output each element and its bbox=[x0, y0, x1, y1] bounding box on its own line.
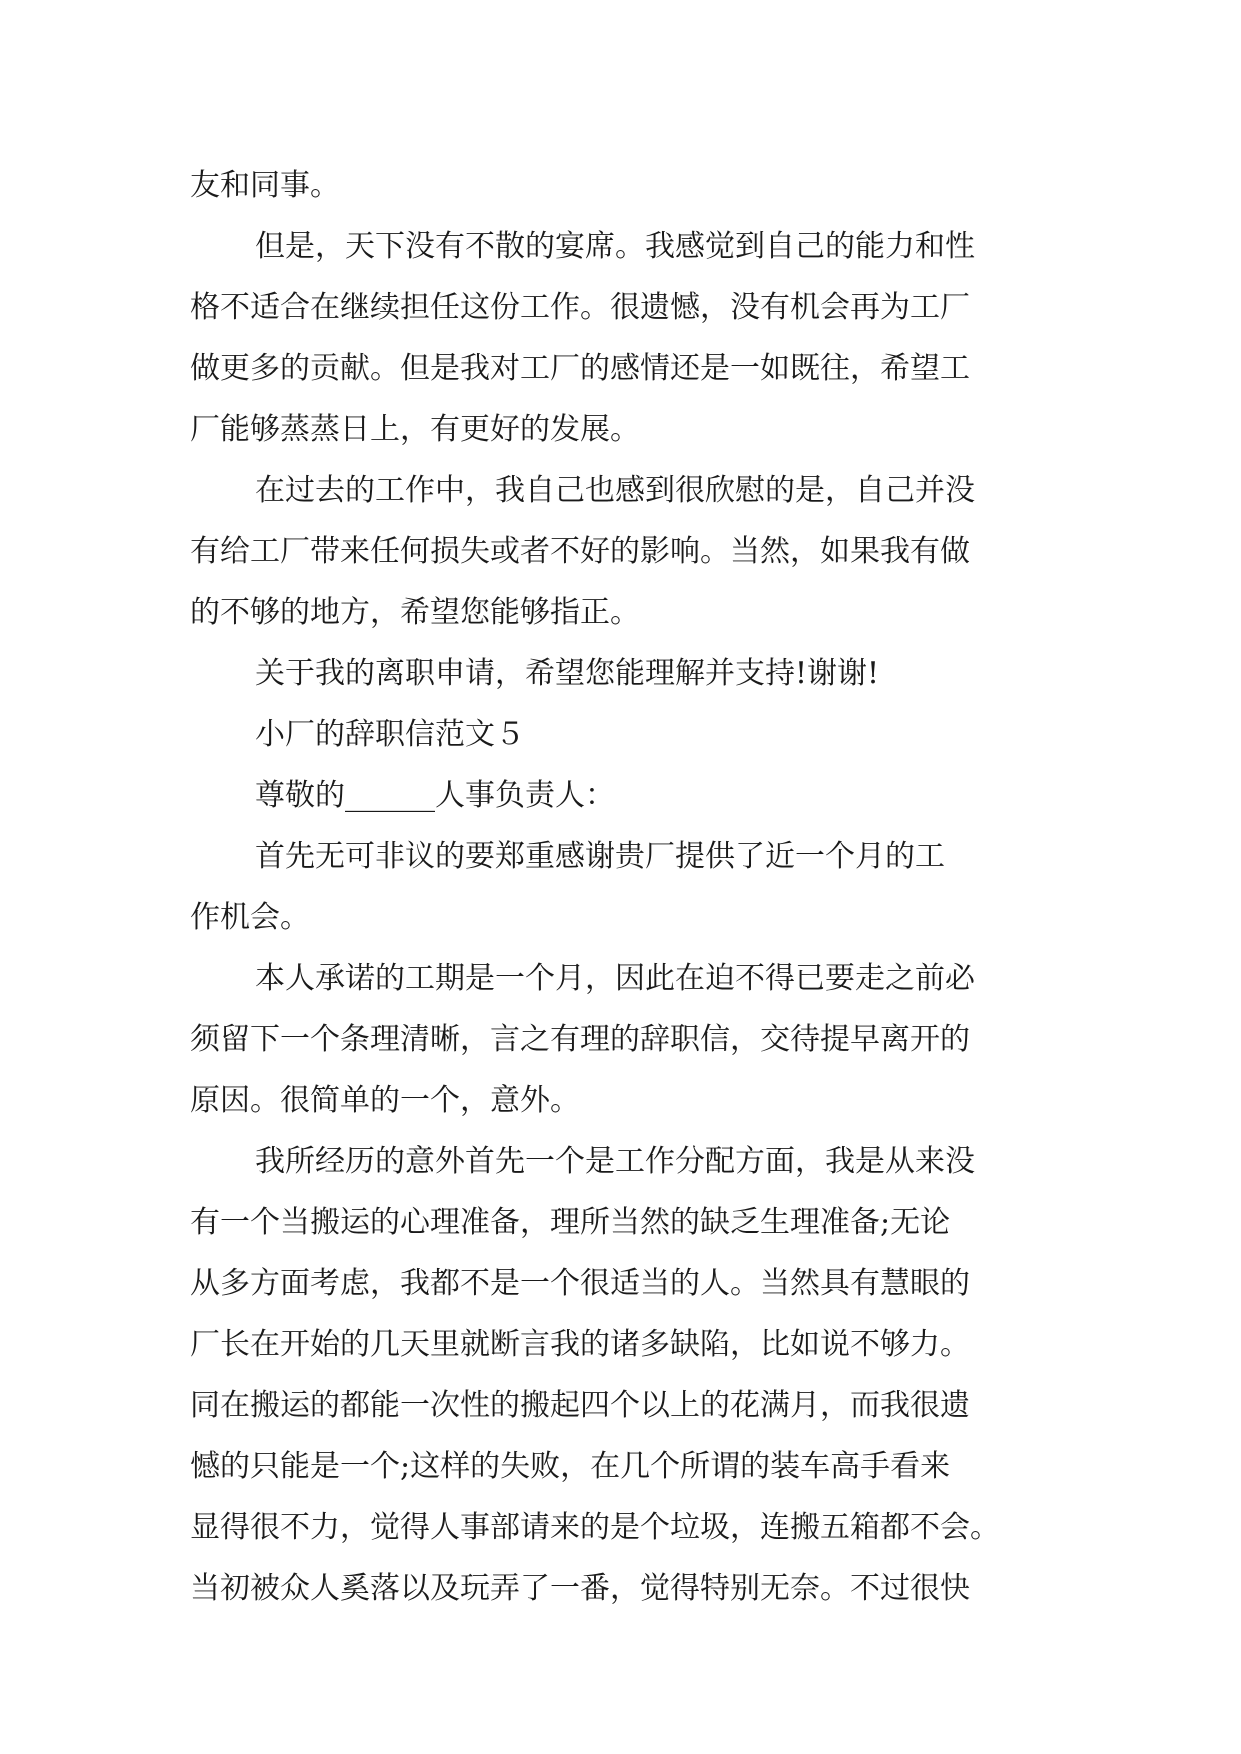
text-line: 原因。很简单的一个，意外。 bbox=[190, 1083, 580, 1118]
text-line: 首先无可非议的要郑重感谢贵厂提供了近一个月的工 bbox=[255, 839, 945, 874]
text-line: 的不够的地方，希望您能够指正。 bbox=[190, 595, 640, 630]
text-line: 厂长在开始的几天里就断言我的诸多缺陷，比如说不够力。 bbox=[190, 1327, 970, 1362]
text-line: 关于我的离职申请，希望您能理解并支持!谢谢! bbox=[255, 656, 880, 691]
text-line: 厂能够蒸蒸日上，有更好的发展。 bbox=[190, 412, 640, 447]
text-line: 憾的只能是一个;这样的失败，在几个所谓的装车高手看来 bbox=[190, 1449, 951, 1484]
text-line: 但是，天下没有不散的宴席。我感觉到自己的能力和性 bbox=[255, 229, 975, 264]
text-line: 当初被众人奚落以及玩弄了一番，觉得特别无奈。不过很快 bbox=[190, 1571, 970, 1606]
text-line: 在过去的工作中，我自己也感到很欣慰的是，自己并没 bbox=[255, 473, 975, 508]
text-line: 有一个当搬运的心理准备，理所当然的缺乏生理准备;无论 bbox=[190, 1205, 951, 1240]
text-line: 须留下一个条理清晰，言之有理的辞职信，交待提早离开的 bbox=[190, 1022, 970, 1057]
text-line: 显得很不力，觉得人事部请来的是个垃圾，连搬五箱都不会。 bbox=[190, 1510, 1000, 1545]
text-line: 本人承诺的工期是一个月，因此在迫不得已要走之前必 bbox=[255, 961, 975, 996]
text-line: 格不适合在继续担任这份工作。很遗憾，没有机会再为工厂 bbox=[190, 290, 970, 325]
document-body bbox=[190, 155, 1060, 1619]
text-line: 同在搬运的都能一次性的搬起四个以上的花满月，而我很遗 bbox=[190, 1388, 970, 1423]
text-line: 我所经历的意外首先一个是工作分配方面，我是从来没 bbox=[255, 1144, 975, 1179]
text-line: 小厂的辞职信范文５ bbox=[255, 717, 525, 752]
text-line: 有给工厂带来任何损失或者不好的影响。当然，如果我有做 bbox=[190, 534, 970, 569]
text-line: 友和同事。 bbox=[190, 168, 340, 203]
text-line: 做更多的贡献。但是我对工厂的感情还是一如既往，希望工 bbox=[190, 351, 970, 386]
text-line: 作机会。 bbox=[190, 900, 310, 935]
text-line: 尊敬的______人事负责人： bbox=[255, 778, 615, 813]
text-line: 从多方面考虑，我都不是一个很适当的人。当然具有慧眼的 bbox=[190, 1266, 970, 1301]
